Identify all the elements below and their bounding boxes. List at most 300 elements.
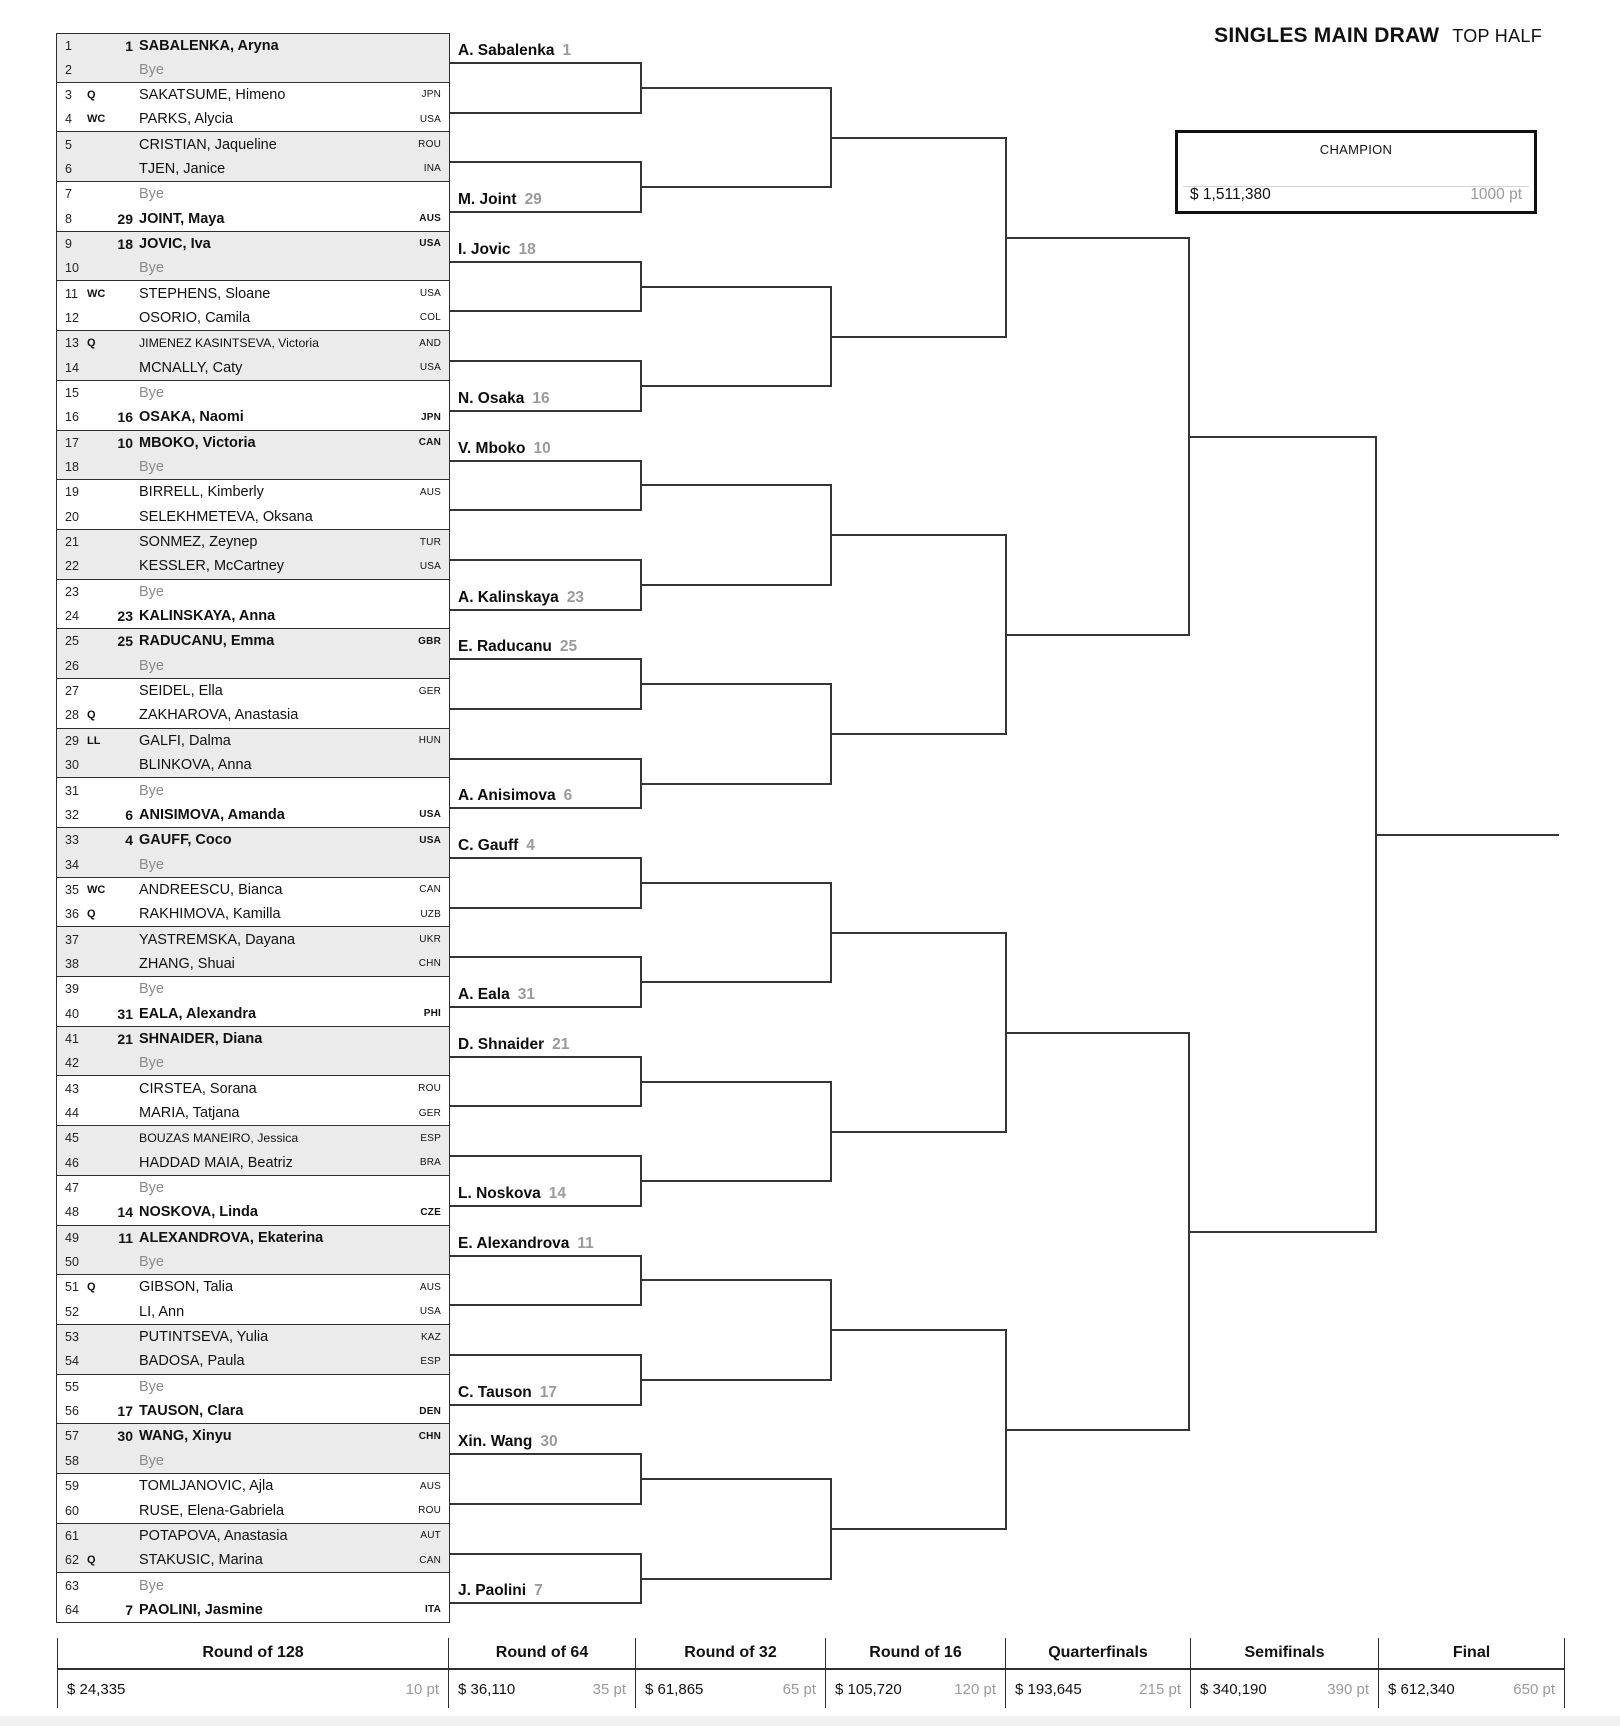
advancer-label (458, 237, 536, 259)
position-number: 64 (65, 1602, 79, 1617)
prize-values-row (1379, 1670, 1564, 1708)
draw-row-player (57, 1126, 449, 1150)
position-number: 28 (65, 708, 79, 723)
prize-values-row (1191, 1670, 1378, 1708)
country-code: USA (419, 560, 441, 572)
position-number: 9 (65, 236, 72, 251)
position-number: 51 (65, 1280, 79, 1295)
seed-number: 18 (117, 235, 133, 252)
draw-row-player (57, 132, 449, 156)
prize-money: $ 24,335 (67, 1680, 126, 1698)
position-number: 2 (65, 62, 72, 77)
round64-slot-line (450, 1602, 640, 1604)
advancer-name: C. Gauff (458, 837, 519, 855)
prize-column (1005, 1638, 1190, 1708)
draw-row-player (57, 1598, 449, 1622)
position-number: 52 (65, 1304, 79, 1319)
country-code: AUS (419, 1281, 441, 1293)
draw-row-bye (57, 1573, 449, 1597)
player-name: TJEN, Janice (139, 160, 226, 177)
round64-slot-line (450, 1006, 640, 1008)
advancer-name: N. Osaka (458, 389, 525, 407)
draw-row-bye (57, 654, 449, 678)
prize-column (1378, 1638, 1565, 1708)
quarterfinal-slot-line (1005, 1429, 1188, 1431)
position-number: 18 (65, 460, 79, 475)
match-pair-box (56, 83, 450, 133)
player-name: PARKS, Alycia (139, 111, 234, 128)
match-pair-box (56, 1474, 450, 1524)
prize-values-row (826, 1670, 1005, 1708)
champion-label: CHAMPION (1319, 142, 1393, 157)
match-pair-box (56, 1573, 450, 1623)
player-name: PAOLINI, Jasmine (139, 1601, 263, 1618)
draw-row-player (57, 878, 449, 902)
position-number: 23 (65, 584, 79, 599)
country-code: CAN (418, 437, 441, 449)
draw-row-player (57, 34, 449, 58)
position-number: 21 (65, 535, 79, 550)
draw-row-bye (57, 778, 449, 802)
country-code: GER (418, 1107, 441, 1119)
round64-slot-line (450, 708, 640, 710)
country-code: UKR (419, 934, 441, 946)
country-code: ROU (418, 1505, 441, 1517)
round32-slot-line (640, 186, 830, 188)
player-name: KALINSKAYA, Anna (139, 608, 276, 625)
prize-money: $ 612,340 (1388, 1680, 1455, 1698)
round64-slot-line (450, 1255, 640, 1257)
advancer-label (458, 187, 542, 209)
prize-points: 65 pt (782, 1680, 816, 1698)
country-code: ESP (420, 1132, 441, 1144)
position-number: 37 (65, 932, 79, 947)
country-code: USA (419, 809, 441, 821)
round32-slot-line (640, 1279, 830, 1281)
country-code: USA (419, 238, 441, 250)
player-name: TAUSON, Clara (139, 1403, 244, 1420)
match-pair-box (56, 778, 450, 828)
position-number: 30 (65, 758, 79, 773)
country-code: USA (419, 113, 441, 125)
prize-values-row (636, 1670, 825, 1708)
match-pair-box (56, 431, 450, 481)
round64-slot-line (450, 1304, 640, 1306)
advancer-label (458, 982, 535, 1004)
player-name: ZAKHAROVA, Anastasia (139, 707, 299, 724)
advancer-label (458, 1231, 594, 1253)
country-code: ESP (420, 1355, 441, 1367)
draw-row-bye (57, 1449, 449, 1473)
prize-points: 120 pt (954, 1680, 996, 1698)
player-name: JOINT, Maya (139, 210, 225, 227)
round32-slot-line (640, 1578, 830, 1580)
advancer-seed: 18 (518, 240, 536, 258)
advancer-name: I. Jovic (458, 240, 511, 258)
player-name: KESSLER, McCartney (139, 558, 285, 575)
match-pair-box (56, 480, 450, 530)
advancer-name: J. Paolini (458, 1582, 527, 1600)
position-number: 29 (65, 733, 79, 748)
bye-label: Bye (139, 856, 164, 873)
position-number: 27 (65, 684, 79, 699)
draw-row-player (57, 83, 449, 107)
seed-number: 1 (125, 37, 133, 54)
prize-points: 390 pt (1327, 1680, 1369, 1698)
country-code: INA (423, 163, 441, 175)
draw-row-player (57, 1325, 449, 1349)
seed-number: 30 (117, 1428, 133, 1445)
country-code: JPN (421, 89, 441, 101)
player-name: HADDAD MAIA, Beatriz (139, 1154, 293, 1171)
prize-round-header: Round of 128 (202, 1644, 304, 1661)
round16-slot-line (830, 336, 1005, 338)
prize-money: $ 36,110 (458, 1680, 516, 1698)
seed-number: 16 (117, 409, 133, 426)
position-number: 42 (65, 1056, 79, 1071)
round16-slot-line (830, 932, 1005, 934)
player-name: SABALENKA, Aryna (139, 37, 279, 54)
player-name: GALFI, Dalma (139, 732, 231, 749)
match-pair-box (56, 530, 450, 580)
round64-slot-line (450, 807, 640, 809)
country-code: TUR (419, 536, 441, 548)
draw-row-player (57, 1076, 449, 1100)
bye-label: Bye (139, 981, 164, 998)
country-code: GBR (418, 635, 441, 647)
draw-row-player (57, 1275, 449, 1299)
position-number: 8 (65, 211, 72, 226)
draw-row-player (57, 530, 449, 554)
round16-slot-line (830, 1329, 1005, 1331)
round64-slot-line (450, 1453, 640, 1455)
draw-row-bye (57, 580, 449, 604)
position-number: 6 (65, 161, 72, 176)
player-name: WANG, Xinyu (139, 1428, 232, 1445)
draw-row-bye (57, 256, 449, 280)
round32-slot-line (640, 385, 830, 387)
round64-slot-line (450, 1105, 640, 1107)
bye-label: Bye (139, 186, 164, 203)
seed-number: 29 (117, 210, 133, 227)
position-number: 50 (65, 1255, 79, 1270)
draw-row-player (57, 604, 449, 628)
draw-row-player (57, 480, 449, 504)
prize-money: $ 105,720 (835, 1680, 902, 1698)
match-pair-box (56, 33, 450, 83)
draw-row-player (57, 331, 449, 355)
seed-number: 7 (125, 1601, 133, 1618)
advancer-name: A. Anisimova (458, 787, 556, 805)
position-number: 33 (65, 833, 79, 848)
position-number: 11 (65, 286, 78, 301)
prize-money: $ 61,865 (645, 1680, 704, 1698)
advancer-name: E. Alexandrova (458, 1234, 570, 1252)
position-number: 49 (65, 1230, 79, 1245)
advancer-name: M. Joint (458, 191, 517, 209)
prize-column (635, 1638, 825, 1708)
entry-type-tag: Q (87, 337, 96, 350)
prize-round-header: Semifinals (1244, 1644, 1325, 1661)
country-code: AND (419, 337, 441, 349)
draw-row-player (57, 1200, 449, 1224)
prize-round-header: Round of 32 (684, 1644, 777, 1661)
player-name: CRISTIAN, Jaqueline (139, 136, 277, 153)
match-pair-box (56, 828, 450, 878)
match-pair-box (56, 1176, 450, 1226)
bye-label: Bye (139, 782, 164, 799)
country-code: AUS (419, 213, 441, 225)
position-number: 10 (65, 261, 79, 276)
round16-slot-line (830, 1528, 1005, 1530)
champion-box (1175, 130, 1537, 214)
position-number: 22 (65, 559, 79, 574)
position-number: 48 (65, 1205, 79, 1220)
position-number: 59 (65, 1479, 79, 1494)
prize-column (1190, 1638, 1378, 1708)
draw-row-bye (57, 381, 449, 405)
draw-row-player (57, 1498, 449, 1522)
round32-slot-line (640, 882, 830, 884)
advancer-seed: 30 (540, 1433, 558, 1451)
player-name: ALEXANDROVA, Ekaterina (139, 1229, 324, 1246)
advancer-name: A. Kalinskaya (458, 588, 559, 606)
draw-row-player (57, 1151, 449, 1175)
country-code: ITA (425, 1604, 441, 1616)
prize-points: 35 pt (592, 1680, 626, 1698)
player-name: LI, Ann (139, 1303, 185, 1320)
player-name: ANISIMOVA, Amanda (139, 806, 285, 823)
prize-points: 650 pt (1513, 1680, 1555, 1698)
prize-money: $ 193,645 (1015, 1680, 1082, 1698)
draw-row-player (57, 803, 449, 827)
match-pair-box (56, 1126, 450, 1176)
match-pair-box (56, 1226, 450, 1276)
player-name: JIMENEZ KASINTSEVA, Victoria (139, 336, 319, 351)
draw-row-player (57, 753, 449, 777)
player-name: MBOKO, Victoria (139, 434, 256, 451)
position-number: 26 (65, 658, 79, 673)
advancer-name: D. Shnaider (458, 1035, 545, 1053)
draw-row-player (57, 952, 449, 976)
prize-table (57, 1638, 1565, 1708)
entry-type-tag: Q (87, 709, 96, 722)
position-number: 1 (65, 38, 72, 53)
champion-prize: $ 1,511,380 (1190, 186, 1271, 203)
country-code: CHN (418, 958, 441, 970)
player-name: ANDREESCU, Bianca (139, 881, 283, 898)
bye-label: Bye (139, 1180, 164, 1197)
position-number: 46 (65, 1155, 79, 1170)
country-code: AUT (420, 1530, 441, 1542)
player-name: RADUCANU, Emma (139, 633, 275, 650)
prize-points: 10 pt (405, 1680, 439, 1698)
seed-number: 25 (117, 633, 133, 650)
advancer-label (458, 634, 577, 656)
prize-money: $ 340,190 (1200, 1680, 1267, 1698)
advancer-label (458, 833, 535, 855)
draw-row-player (57, 1399, 449, 1423)
round64-slot-line (450, 509, 640, 511)
advancer-seed: 1 (562, 42, 572, 59)
round32-slot-line (640, 584, 830, 586)
position-number: 44 (65, 1106, 79, 1120)
draw-row-player (57, 306, 449, 330)
draw-row-bye (57, 1375, 449, 1399)
round64-slot-line (450, 1205, 640, 1207)
draw-row-player (57, 902, 449, 926)
advancer-name: L. Noskova (458, 1184, 541, 1202)
advancer-label (458, 1578, 543, 1600)
position-number: 61 (65, 1528, 79, 1543)
player-name: PUTINTSEVA, Yulia (139, 1329, 269, 1346)
draw-row-player (57, 554, 449, 578)
position-number: 24 (65, 609, 79, 624)
champion-prize-row (1190, 186, 1522, 204)
prize-column (448, 1638, 635, 1708)
draw-row-bye (57, 852, 449, 876)
advancer-name: A. Eala (458, 986, 510, 1004)
position-number: 39 (65, 982, 79, 997)
prize-round-header: Round of 16 (869, 1644, 962, 1661)
position-number: 54 (65, 1354, 79, 1369)
advancer-label (458, 38, 571, 60)
country-code: AUS (419, 486, 441, 498)
draw-row-bye (57, 1250, 449, 1274)
seed-number: 11 (118, 1229, 133, 1246)
draw-row-player (57, 405, 449, 429)
advancer-seed: 29 (524, 191, 542, 209)
bye-label: Bye (139, 459, 164, 476)
player-name: GAUFF, Coco (139, 832, 232, 849)
country-code: KAZ (420, 1331, 441, 1343)
player-name: SAKATSUME, Himeno (139, 86, 286, 103)
advancer-label (458, 585, 584, 607)
position-number: 62 (65, 1553, 79, 1568)
bye-label: Bye (139, 1452, 164, 1469)
match-pair-box (56, 729, 450, 779)
round64-slot-line (450, 1503, 640, 1505)
position-number: 58 (65, 1453, 79, 1468)
advancer-name: V. Mboko (458, 439, 526, 457)
player-name: TOMLJANOVIC, Ajla (139, 1478, 274, 1495)
prize-round-header: Quarterfinals (1048, 1644, 1148, 1661)
prize-points: 215 pt (1139, 1680, 1181, 1698)
round64-slot-line (450, 460, 640, 462)
round64-slot-line (450, 758, 640, 760)
advancer-name: A. Sabalenka (458, 42, 555, 59)
country-code: UZB (420, 908, 441, 920)
position-number: 35 (65, 882, 79, 897)
prize-round-header: Round of 64 (495, 1644, 589, 1661)
bye-label: Bye (139, 583, 164, 600)
advancer-seed: 16 (532, 389, 550, 407)
round16-slot-line (830, 534, 1005, 536)
advancer-name: C. Tauson (458, 1383, 532, 1401)
final-slot-line (1375, 834, 1559, 836)
position-number: 57 (65, 1429, 79, 1444)
country-code: DEN (419, 1405, 441, 1417)
country-code: GER (418, 685, 441, 697)
entry-type-tag: WC (87, 287, 106, 300)
position-number: 34 (65, 857, 79, 872)
round32-slot-line (640, 683, 830, 685)
advancer-seed: 14 (548, 1184, 566, 1202)
draw-subtitle: TOP HALF (1452, 26, 1542, 46)
round64-slot-line (450, 211, 640, 213)
player-name: ZHANG, Shuai (139, 955, 235, 972)
draw-row-player (57, 1001, 449, 1025)
seed-number: 31 (117, 1005, 133, 1022)
round64-slot-line (450, 261, 640, 263)
advancer-seed: 31 (517, 986, 535, 1004)
match-pair-box (56, 331, 450, 381)
draw-row-player (57, 927, 449, 951)
player-name: SELEKHMETEVA, Oksana (139, 508, 313, 525)
position-number: 15 (65, 386, 79, 400)
round64-slot-line (450, 1354, 640, 1356)
match-pair-box (56, 281, 450, 331)
champion-points: 1000 pt (1470, 186, 1522, 203)
player-name: OSAKA, Naomi (139, 409, 244, 426)
prize-round-header: Final (1452, 1644, 1491, 1661)
match-pair-box (56, 1076, 450, 1126)
position-number: 36 (65, 907, 79, 922)
player-name: BLINKOVA, Anna (139, 757, 252, 774)
prize-column (57, 1638, 448, 1708)
player-name: CIRSTEA, Sorana (139, 1080, 257, 1097)
bye-label: Bye (139, 1378, 164, 1395)
position-number: 53 (65, 1330, 79, 1345)
country-code: BRA (419, 1157, 441, 1169)
page-title (1214, 24, 1542, 48)
round64-slot-line (450, 1404, 640, 1406)
advancer-label (458, 1032, 569, 1054)
match-pair-box (56, 182, 450, 232)
draw-row-player (57, 355, 449, 379)
entry-type-tag: WC (87, 113, 106, 126)
player-name: MARIA, Tatjana (139, 1105, 240, 1121)
entry-type-tag: LL (87, 734, 101, 747)
draw-row-player (57, 729, 449, 753)
match-pair-box (56, 232, 450, 282)
seed-number: 6 (125, 806, 133, 823)
draw-row-player (57, 1101, 449, 1125)
round64-slot-line (450, 907, 640, 909)
country-code: USA (419, 288, 441, 300)
position-number: 31 (65, 783, 79, 798)
bye-label: Bye (139, 1055, 164, 1072)
bye-label: Bye (139, 657, 164, 674)
draw-row-bye (57, 182, 449, 206)
draw-row-bye (57, 1176, 449, 1200)
match-pair-box (56, 580, 450, 630)
draw-row-player (57, 1226, 449, 1250)
round32-slot-line (640, 1379, 830, 1381)
draw-row-player (57, 679, 449, 703)
round64-slot-line (450, 410, 640, 412)
player-name: OSORIO, Camila (139, 309, 251, 326)
advancer-seed: 10 (533, 439, 551, 457)
round64-slot-line (450, 1155, 640, 1157)
position-number: 20 (65, 509, 79, 524)
advancer-seed: 25 (559, 638, 578, 656)
country-code: COL (419, 312, 441, 324)
round32-slot-line (640, 286, 830, 288)
bye-label: Bye (139, 260, 164, 277)
draw-row-player (57, 157, 449, 181)
round64-slot-line (450, 609, 640, 611)
